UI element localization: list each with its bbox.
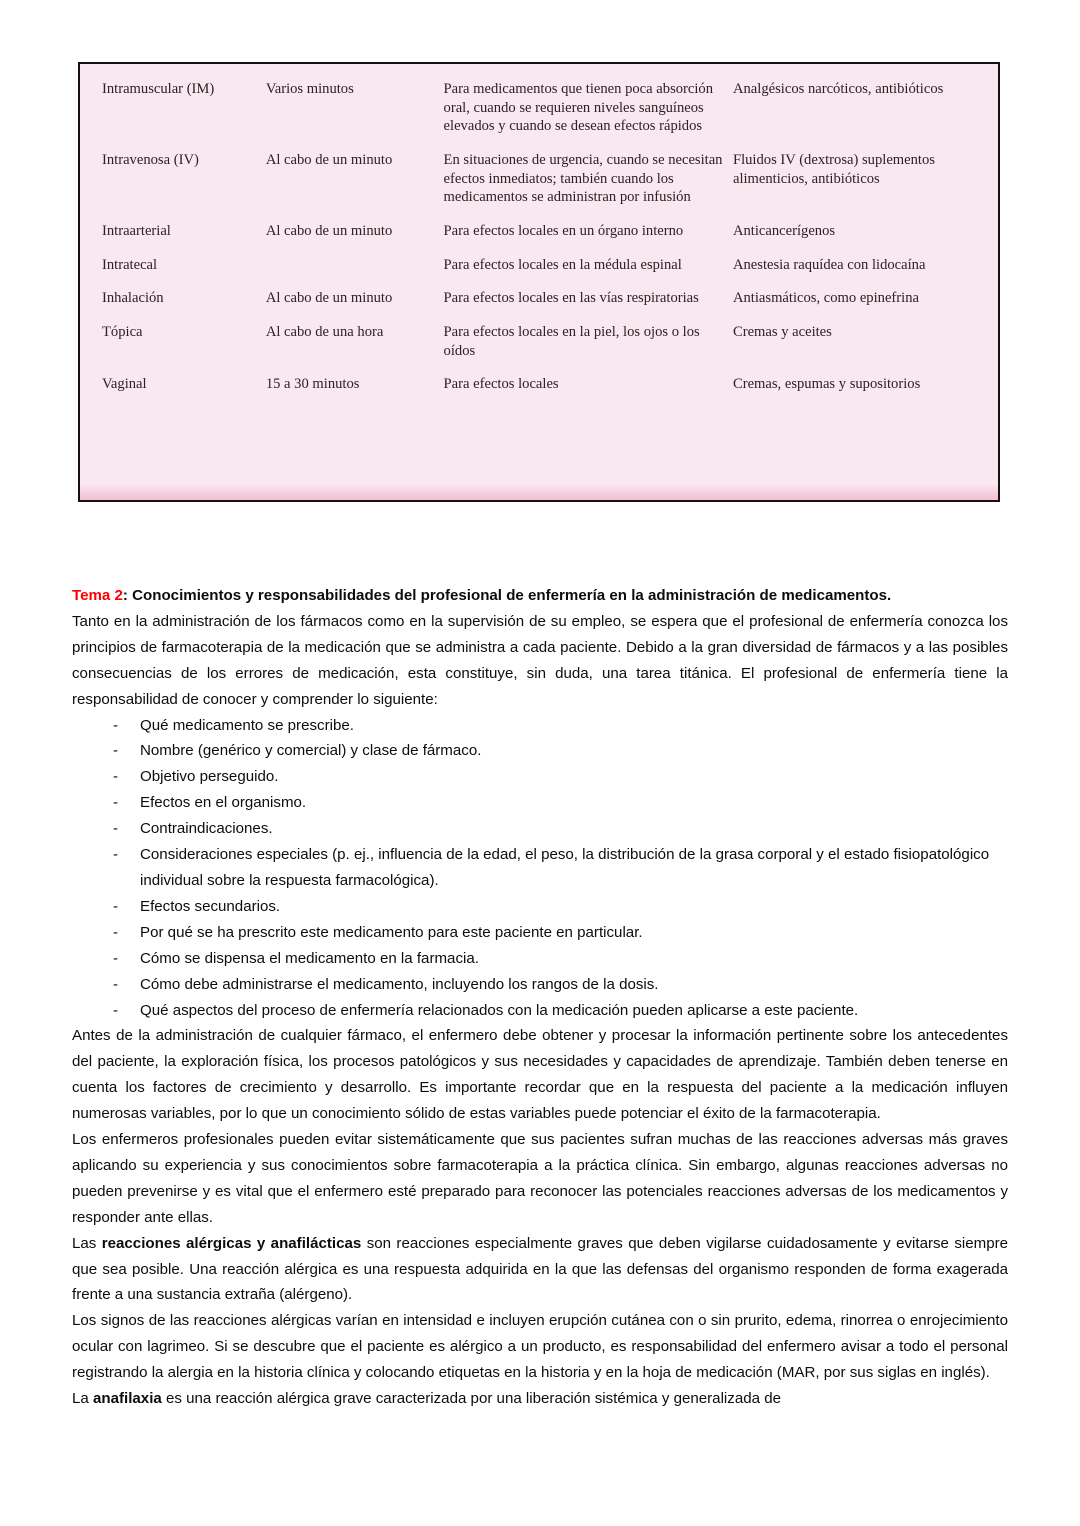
bullet-dash-icon: - [113,949,119,967]
cell-onset: Al cabo de un minuto [265,152,393,169]
cell-route: Intraarterial [102,223,171,240]
list-item [72,842,1008,894]
cell-indications: Para efectos locales en la piel, los ojos o los oídos [443,324,700,359]
cell-route: Vaginal [102,376,147,393]
cell-examples: Anticancerígenos [732,223,836,240]
list-item-label: Qué medicamento se prescribe. [140,716,354,734]
paragraph-text-after: es una reacción alérgica grave caracterizada por una liberación sistémica y generalizada de [161,1390,781,1408]
table-row [80,256,998,290]
paragraph-text-after: son reacciones especialmente graves que deben vigilarse cuidadosamente y evitarse siempre que sea posible. Una reacción alérgica es una respuesta adquirida en la que las defensas del organismo responden de forma exagerada frente a una sustancia extraña (alérgeno). [72,1234,1009,1304]
cell-route: Intramuscular (IM) [102,81,215,97]
paragraph-signos-reacciones: Los signos de las reacciones alérgicas varían en intensidad e incluyen erupción cutánea con o sin prurito, edema, rinorrea o enrojecimiento ocular con lagrimeo. Si se descubre que el paciente es alérgico a un producto, es responsabilidad del enfermero avisar a todo el personal registrando la alergia en la historia clínica y colocando etiquetas en la historia y en la hoja de medicación (MAR, por sus siglas en inglés). [72,1312,1008,1382]
cell-route: Inhalación [102,290,164,307]
table-row [80,323,998,375]
cell-examples: Analgésicos narcóticos, antibióticos [732,81,944,97]
list-item-label: Cómo debe administrarse el medicamento, incluyendo los rangos de la dosis. [140,975,659,993]
cell-examples: Cremas, espumas y supositorios [732,376,921,393]
list-item [72,738,1008,764]
table-row [80,64,998,151]
bullet-dash-icon: - [113,975,119,993]
list-item-label: Consideraciones especiales (p. ej., influencia de la edad, el peso, la distribución de la grasa corporal y el estado fisiopatológico individual sobre la respuesta farmacológica). [140,846,990,889]
cell-onset: Al cabo de un minuto [265,223,393,240]
section-heading [72,583,1008,609]
cell-onset: Al cabo de una hora [265,324,384,341]
bullet-dash-icon: - [113,897,119,915]
list-item [72,920,1008,946]
paragraph-reacciones-alergicas [72,1231,1008,1309]
cell-onset: 15 a 30 minutos [265,376,360,393]
figure-bottom-band [80,484,998,500]
list-item [72,713,1008,739]
cell-onset: Al cabo de un minuto [265,290,393,307]
list-item-label: Cómo se dispensa el medicamento en la farmacia. [140,949,479,967]
list-item [72,790,1008,816]
document-text-body [72,583,1008,1412]
cell-indications: Para efectos locales en las vías respiratorias [443,290,699,307]
table-row [80,375,998,409]
table-body [80,64,998,409]
list-item [72,764,1008,790]
bullet-dash-icon: - [113,794,119,812]
bullet-dash-icon: - [113,820,119,838]
list-item-label: Efectos en el organismo. [140,794,307,812]
paragraph-antes-administracion: Antes de la administración de cualquier fármaco, el enfermero debe obtener y procesar la información pertinente sobre los antecedentes del paciente, la exploración física, los procesos patológicos y sus necesidades y capacidades de aprendizaje. También deben tenerse en cuenta los factores de crecimiento y desarrollo. Es importante recordar que en la respuesta del paciente a la medicación influyen numerosas variables, por lo que un conocimiento sólido de estas variables puede potenciar el éxito de la farmacoterapia. [72,1027,1008,1123]
cell-indications: Para efectos locales [443,376,559,393]
cell-indications: Para efectos locales en un órgano interno [443,223,684,240]
list-item-label: Qué aspectos del proceso de enfermería relacionados con la medicación pueden aplicarse a este paciente. [140,1001,859,1019]
cell-examples: Cremas y aceites [732,324,832,341]
table-row [80,222,998,256]
list-item [72,816,1008,842]
list-item [72,946,1008,972]
bullet-dash-icon: - [113,768,119,786]
responsibilities-list [72,713,1008,1024]
paragraph-enfermeros-profesionales: Los enfermeros profesionales pueden evitar sistemáticamente que sus pacientes sufran muchas de las reacciones adversas más graves aplicando su experiencia y sus conocimientos sobre farmacoterapia a la práctica clínica. Sin embargo, algunas reacciones adversas no pueden prevenirse y es vital que el enfermero esté preparado para reconocer las potenciales reacciones adversas de los medicamentos y responder ante ellas. [72,1131,1008,1226]
cell-examples: Antiasmáticos, como epinefrina [732,290,919,307]
bullet-dash-icon: - [113,1001,119,1019]
section-heading-title: : Conocimientos y responsabilidades del profesional de enfermería en la administración de medicamentos. [122,587,892,604]
cell-indications: Para medicamentos que tienen poca absorción oral, cuando se requieren niveles sanguíneos elevados y cuando se desean efectos rápidos [443,81,714,135]
cell-onset [266,256,444,290]
routes-of-administration-table-figure [78,62,1000,502]
paragraph-text-before: Las [72,1234,102,1252]
cell-examples: Fluidos IV (dextrosa) suplementos alimenticios, antibióticos [732,152,935,187]
cell-indications: En situaciones de urgencia, cuando se necesitan efectos inmediatos; también cuando los medicamentos se administran por infusión [443,152,723,206]
paragraph-anafilaxia [72,1386,1008,1412]
list-item [72,894,1008,920]
cell-route: Tópica [102,324,143,341]
list-item-label: Contraindicaciones. [140,820,273,838]
intro-paragraph: Tanto en la administración de los fármacos como en la supervisión de su empleo, se espera que el profesional de enfermería conozca los principios de farmacoterapia de la medicación que se administra a cada paciente. Debido a la gran diversidad de fármacos y a las posibles consecuencias de los errores de medicación, esta constituye, sin duda, una tarea titánica. El profesional de enfermería tiene la responsabilidad de conocer y comprender lo siguiente: [72,612,1008,708]
list-item-label: Nombre (genérico y comercial) y clase de fármaco. [140,742,482,760]
list-item [72,998,1008,1024]
cell-indications: Para efectos locales en la médula espinal [443,256,682,273]
bullet-dash-icon: - [113,716,119,734]
table-row [80,151,998,222]
tema-label: Tema 2 [72,587,123,604]
cell-route: Intravenosa (IV) [102,152,199,169]
cell-onset: Varios minutos [265,81,354,97]
emphasis-anafilaxia: anafilaxia [92,1390,162,1408]
bullet-dash-icon: - [113,923,119,941]
list-item-label: Por qué se ha prescrito este medicamento para este paciente en particular. [140,923,643,941]
routes-of-administration-table [80,64,998,409]
table-row [80,289,998,323]
emphasis-reacciones-alergicas: reacciones alérgicas y anafilácticas [101,1234,362,1252]
list-item [72,972,1008,998]
paragraph-text-before: La [72,1390,93,1408]
bullet-dash-icon: - [113,742,119,760]
list-item-label: Objetivo perseguido. [140,768,279,786]
bullet-dash-icon: - [113,846,119,864]
list-item-label: Efectos secundarios. [140,897,281,915]
cell-examples: Anestesia raquídea con lidocaína [732,256,926,273]
cell-route: Intratecal [102,256,158,273]
